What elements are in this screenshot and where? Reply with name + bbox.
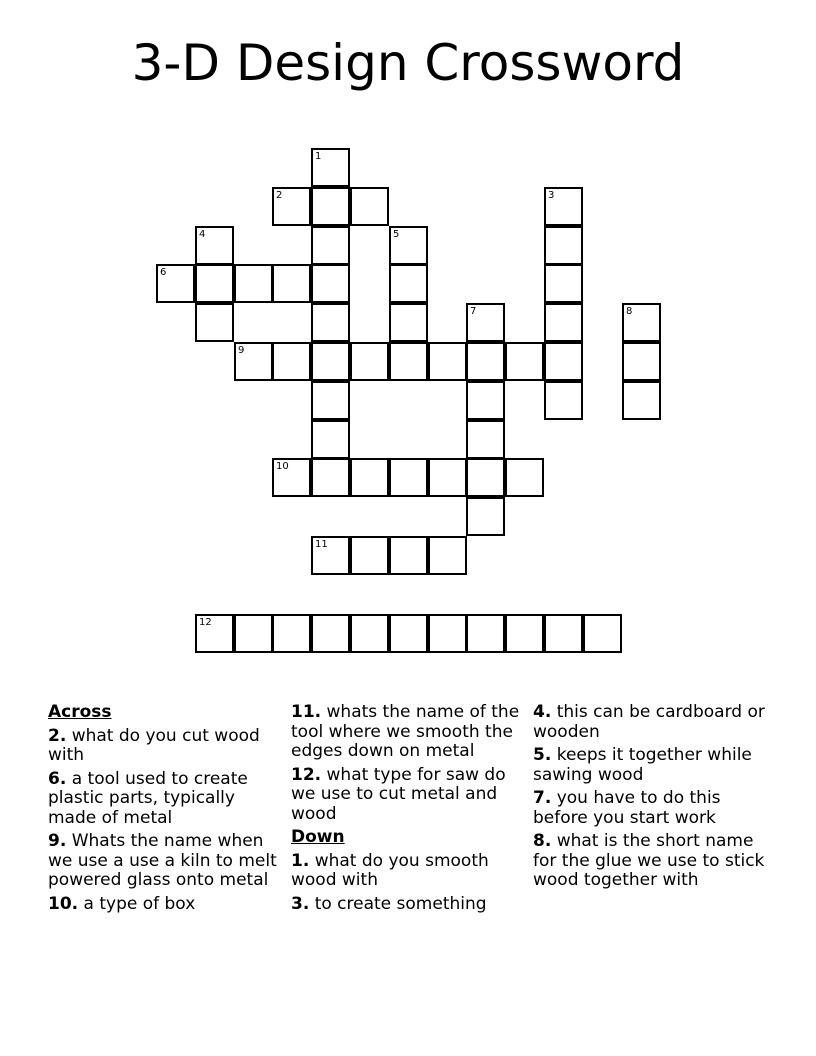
grid-cell[interactable] (311, 342, 350, 381)
grid-cell[interactable] (311, 148, 350, 187)
grid-cell[interactable] (311, 381, 350, 420)
section-header: Across (48, 702, 112, 722)
grid-cell[interactable] (544, 226, 583, 265)
clue-number: 4 (199, 229, 206, 240)
clue-text: what type for saw do we use to cut metal and wood (291, 764, 506, 824)
clue-item (291, 703, 523, 762)
grid-cell[interactable] (389, 458, 428, 497)
clue-item (533, 746, 765, 785)
clue-item (291, 766, 523, 825)
grid-cell[interactable] (428, 458, 467, 497)
grid-cell[interactable] (544, 303, 583, 342)
clue-item (533, 832, 765, 891)
clues-column-1 (48, 703, 280, 918)
clue-text: to create something (309, 893, 487, 914)
clue-number: 8. (533, 831, 552, 851)
clue-number: 2 (276, 190, 283, 201)
clue-text: a tool used to create plastic parts, typically made of metal (48, 768, 248, 828)
grid-cell[interactable] (350, 536, 389, 575)
clue-number: 4. (533, 702, 552, 722)
clue-text: a type of box (78, 893, 196, 914)
clue-item (48, 727, 280, 766)
grid-cell[interactable] (466, 420, 505, 459)
clue-number: 7 (470, 306, 477, 317)
clue-item (533, 789, 765, 828)
grid-cell[interactable] (466, 381, 505, 420)
grid-cell[interactable] (389, 264, 428, 303)
grid-cell[interactable] (311, 614, 350, 653)
grid-cell[interactable] (311, 264, 350, 303)
grid-cell[interactable] (311, 458, 350, 497)
grid-cell[interactable] (505, 342, 544, 381)
grid-cell[interactable] (195, 614, 234, 653)
grid-cell[interactable] (544, 342, 583, 381)
clue-text: what is the short name for the glue we use to stick wood together with (533, 831, 765, 890)
page-title: 3-D Design Crossword (131, 34, 685, 92)
grid-cell[interactable] (544, 614, 583, 653)
clue-number: 9. (48, 831, 67, 851)
clue-item (48, 770, 280, 829)
clue-number: 11 (315, 539, 328, 550)
grid-cell[interactable] (583, 614, 622, 653)
clue-number: 11. (291, 702, 322, 722)
clue-number: 2. (48, 725, 67, 746)
grid-cell[interactable] (389, 303, 428, 342)
clue-number: 9 (238, 345, 245, 356)
grid-cell[interactable] (272, 342, 311, 381)
grid-cell[interactable] (156, 264, 195, 303)
clue-number: 5 (393, 229, 400, 240)
clue-number: 6 (160, 267, 167, 278)
clue-number: 8 (626, 306, 633, 317)
grid-cell[interactable] (195, 264, 234, 303)
grid-cell[interactable] (505, 458, 544, 497)
grid-cell[interactable] (272, 458, 311, 497)
clue-number: 1 (315, 151, 322, 162)
clue-number: 12 (199, 617, 212, 628)
grid-cell[interactable] (195, 226, 234, 265)
grid-cell[interactable] (389, 536, 428, 575)
grid-cell[interactable] (234, 342, 273, 381)
grid-cell[interactable] (311, 303, 350, 342)
clue-number: 3. (291, 893, 310, 914)
grid-cell[interactable] (466, 303, 505, 342)
grid-cell[interactable] (234, 264, 273, 303)
grid-cell[interactable] (311, 536, 350, 575)
grid-cell[interactable] (389, 226, 428, 265)
grid-cell[interactable] (389, 614, 428, 653)
clue-text: you have to do this before you start work (533, 788, 721, 828)
clue-text: this can be cardboard or wooden (533, 702, 765, 742)
clue-number: 10. (48, 893, 79, 914)
grid-cell[interactable] (311, 226, 350, 265)
grid-cell[interactable] (389, 342, 428, 381)
grid-cell[interactable] (466, 497, 505, 536)
clue-number: 1. (291, 850, 310, 871)
clue-text: what do you cut wood with (48, 725, 260, 765)
grid-cell[interactable] (622, 342, 661, 381)
grid-cell[interactable] (350, 458, 389, 497)
clue-number: 3 (548, 190, 555, 201)
grid-cell[interactable] (466, 458, 505, 497)
grid-cell[interactable] (428, 536, 467, 575)
clue-text: Whats the name when we use a use a kiln to melt powered glass onto metal (48, 831, 277, 890)
section-header: Down (291, 827, 345, 847)
grid-cell[interactable] (272, 264, 311, 303)
clue-number: 10 (276, 461, 289, 472)
clue-item (533, 703, 765, 742)
clue-text: whats the name of the tool where we smooth the edges down on metal (291, 702, 520, 761)
grid-cell[interactable] (350, 187, 389, 226)
grid-cell[interactable] (428, 342, 467, 381)
clue-number: 12. (291, 764, 322, 785)
grid-cell[interactable] (505, 614, 544, 653)
clue-number: 7. (533, 788, 552, 808)
grid-cell[interactable] (311, 420, 350, 459)
grid-cell[interactable] (428, 614, 467, 653)
grid-cell[interactable] (311, 187, 350, 226)
clues-column-2 (291, 703, 523, 918)
grid-cell[interactable] (544, 381, 583, 420)
grid-cell[interactable] (272, 187, 311, 226)
grid-cell[interactable] (466, 342, 505, 381)
grid-cell[interactable] (350, 614, 389, 653)
grid-cell[interactable] (350, 342, 389, 381)
clue-item (48, 895, 280, 915)
clue-text: keeps it together while sawing wood (533, 745, 752, 785)
grid-cell[interactable] (622, 303, 661, 342)
grid-cell[interactable] (272, 614, 311, 653)
clue-text: what do you smooth wood with (291, 850, 489, 890)
grid-cell[interactable] (544, 187, 583, 226)
clue-item (291, 895, 523, 915)
grid-cell[interactable] (195, 303, 234, 342)
clues-column-3 (533, 703, 765, 895)
grid-cell[interactable] (466, 614, 505, 653)
clue-number: 5. (533, 745, 552, 765)
grid-cell[interactable] (544, 264, 583, 303)
clue-number: 6. (48, 768, 67, 789)
clue-item (291, 852, 523, 891)
grid-cell[interactable] (234, 614, 273, 653)
clue-item (48, 832, 280, 891)
grid-cell[interactable] (622, 381, 661, 420)
